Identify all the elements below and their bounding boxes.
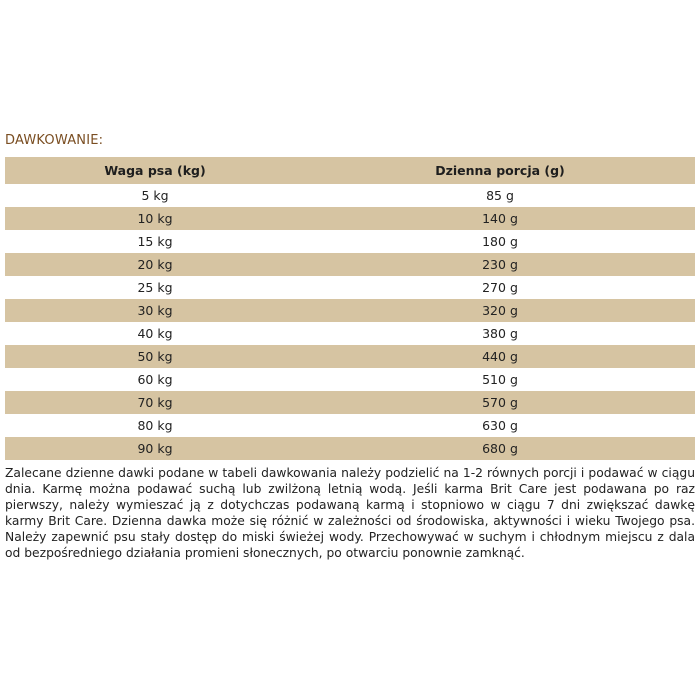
table-header: [5, 157, 695, 184]
feeding-instructions: Zalecane dzienne dawki podane w tabeli dawkowania należy podzielić na 1-2 równych porcji i podawać w ciągu dnia. Karmę można podawać suchą lub zwilżoną letnią wodą. Jeśli karma Brit Care jest podawana po raz pierwszy, należy wymieszać ją z dotychczas podawaną karmą i stopniowo w ciągu 7 dni zwiększać dawkę karmy Brit Care. Dzienna dawka może się różnić w zależności od środowiska, aktywności i wieku Twojego psa. Należy zapewnić psu stały dostęp do miski świeżej wody. Przechowywać w suchym i chłodnym miejscu z dala od bezpośredniego działania promieni słonecznych, po otwarciu ponownie zamknąć.: [5, 466, 695, 560]
dosage-table: [5, 157, 695, 460]
weight-cell: 50 kg: [5, 345, 305, 368]
table-row: [5, 207, 695, 230]
header-portion: Dzienna porcja (g): [305, 157, 695, 184]
portion-cell: 180 g: [305, 230, 695, 253]
portion-cell: 440 g: [305, 345, 695, 368]
section-title: DAWKOWANIE:: [5, 133, 104, 148]
portion-cell: 380 g: [305, 322, 695, 345]
weight-cell: 30 kg: [5, 299, 305, 322]
weight-cell: 10 kg: [5, 207, 305, 230]
portion-cell: 270 g: [305, 276, 695, 299]
table-row: [5, 345, 695, 368]
table-row: [5, 391, 695, 414]
weight-cell: 80 kg: [5, 414, 305, 437]
table-row: [5, 368, 695, 391]
weight-cell: 25 kg: [5, 276, 305, 299]
table-row: [5, 299, 695, 322]
table-row: [5, 437, 695, 460]
table-row: [5, 230, 695, 253]
portion-cell: 140 g: [305, 207, 695, 230]
weight-cell: 40 kg: [5, 322, 305, 345]
portion-cell: 320 g: [305, 299, 695, 322]
weight-cell: 70 kg: [5, 391, 305, 414]
table-row: [5, 253, 695, 276]
header-row: [5, 157, 695, 184]
portion-cell: 630 g: [305, 414, 695, 437]
header-weight: Waga psa (kg): [5, 157, 305, 184]
weight-cell: 60 kg: [5, 368, 305, 391]
portion-cell: 85 g: [305, 184, 695, 207]
weight-cell: 90 kg: [5, 437, 305, 460]
weight-cell: 20 kg: [5, 253, 305, 276]
portion-cell: 230 g: [305, 253, 695, 276]
table-body: [5, 184, 695, 460]
portion-cell: 680 g: [305, 437, 695, 460]
portion-cell: 510 g: [305, 368, 695, 391]
table-row: [5, 414, 695, 437]
weight-cell: 15 kg: [5, 230, 305, 253]
table-row: [5, 184, 695, 207]
table-row: [5, 322, 695, 345]
weight-cell: 5 kg: [5, 184, 305, 207]
portion-cell: 570 g: [305, 391, 695, 414]
table-row: [5, 276, 695, 299]
